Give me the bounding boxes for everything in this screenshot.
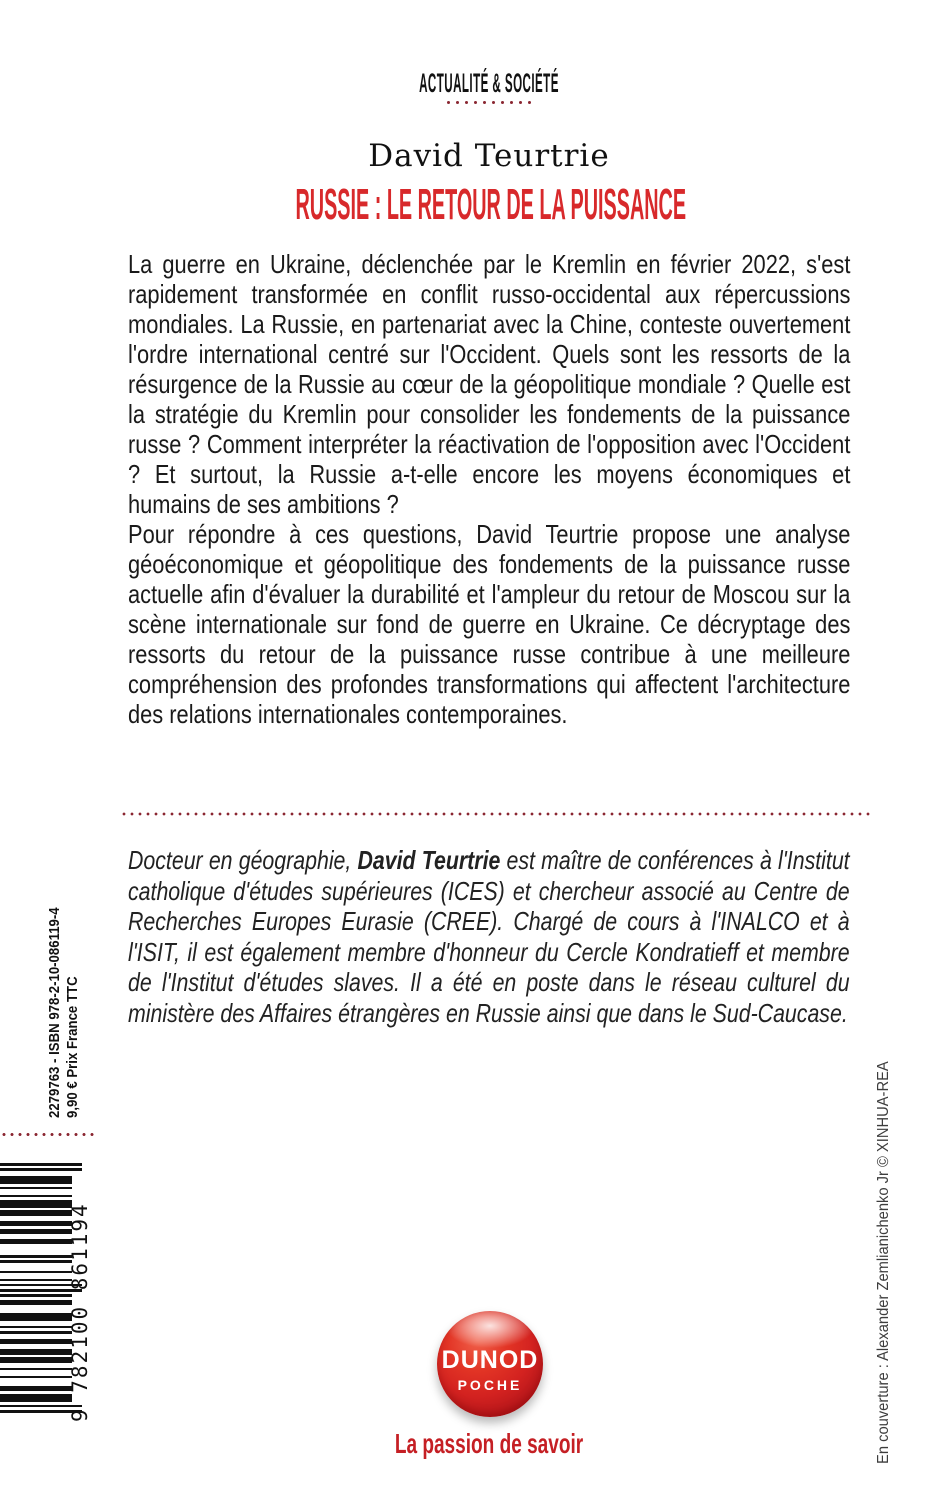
barcode-gap [0, 1244, 72, 1255]
dotted-separator [120, 812, 872, 816]
barcode-number: 9 782100 861194 [68, 1202, 92, 1422]
cover-photo-credit: En couverture : Alexander Zemlianichenko Jr © XINHUA-REA [875, 1061, 892, 1464]
bio-intro: Docteur en géographie, [128, 845, 358, 875]
category-label: ACTUALITÉ & SOCIÉTÉ [419, 68, 559, 98]
barcode-bar [0, 1313, 72, 1321]
spine-info [46, 907, 84, 1118]
barcode-bar [0, 1394, 72, 1402]
synopsis-paragraph-1: La guerre en Ukraine, déclenchée par le Kremlin en février 2022, s'est rapidement transformée en conflit russo-occidental aux répercussions mondiales. La Russie, en partenariat avec la Chine, conteste ouvertement l'ordre international centré sur l'Occident. Quels sont les ressorts de la résurgence de la Russie au cœur de la géopolitique mondiale ? Quelle est la stratégie du Kremlin pour consolider les fondements de la puissance russe ? Comment interpréter la réactivation de l'opposition avec l'Occident ? Et surtout, la Russie a-t-elle encore les moyens économiques et humains de ses ambitions ? [128, 249, 851, 519]
isbn-text: 2279763 - ISBN 978-2-10-086119-4 [46, 907, 63, 1118]
bio-paragraph [128, 845, 850, 1028]
price-text: 9,90 € Prix France TTC [64, 976, 81, 1118]
category-dots [128, 99, 850, 105]
barcode-bar [0, 1176, 72, 1184]
bio-rest: est maître de conférences à l'Institut catholique d'études supérieures (ICES) et chercheur associé au Centre de Recherches Europes Eurasie (CREE). Chargé de cours à l'INALCO et à l'ISIT, il est également membre d'honneur du Cercle Kondratieff et membre de l'Institut d'études slaves. Il a été en poste dans le réseau culturel du ministère des Affaires étrangères en Russie ainsi que dans le Sud-Caucase. [128, 845, 850, 1028]
dunod-poche-logo [437, 1311, 543, 1417]
category-header [304, 68, 674, 99]
barcode-gap [0, 1305, 72, 1313]
barcode-gap [0, 1263, 72, 1271]
barcode-bar [0, 1200, 72, 1208]
bio-author-name: David Teurtrie [357, 845, 501, 875]
barcode-gap [0, 1378, 72, 1386]
synopsis-paragraph-2: Pour répondre à ces questions, David Teurtrie propose une analyse géoéconomique et géopolitique des fondements de la puissance russe actuelle afin d'évaluer la durabilité et l'ampleur du retour de Moscou sur la scène internationale sur fond de guerre en Ukraine. Ce décryptage des ressorts du retour de la puissance russe contribue à une meilleure compréhension des profondes transformations qui affectent l'architecture des relations internationales contemporaines. [128, 519, 851, 729]
poche-logo-text: POCHE [457, 1376, 523, 1393]
author-name: David Teurtrie [368, 138, 610, 174]
dunod-logo-text: DUNOD [441, 1345, 539, 1374]
author-bio [128, 845, 850, 1028]
synopsis [128, 249, 850, 729]
tagline-block [244, 1428, 735, 1460]
publisher-tagline: La passion de savoir [394, 1428, 584, 1459]
book-title: RUSSIE : LE RETOUR DE LA PUISSANCE [295, 180, 687, 229]
barcode-dotted-line [0, 1132, 96, 1137]
title-block [295, 180, 687, 230]
